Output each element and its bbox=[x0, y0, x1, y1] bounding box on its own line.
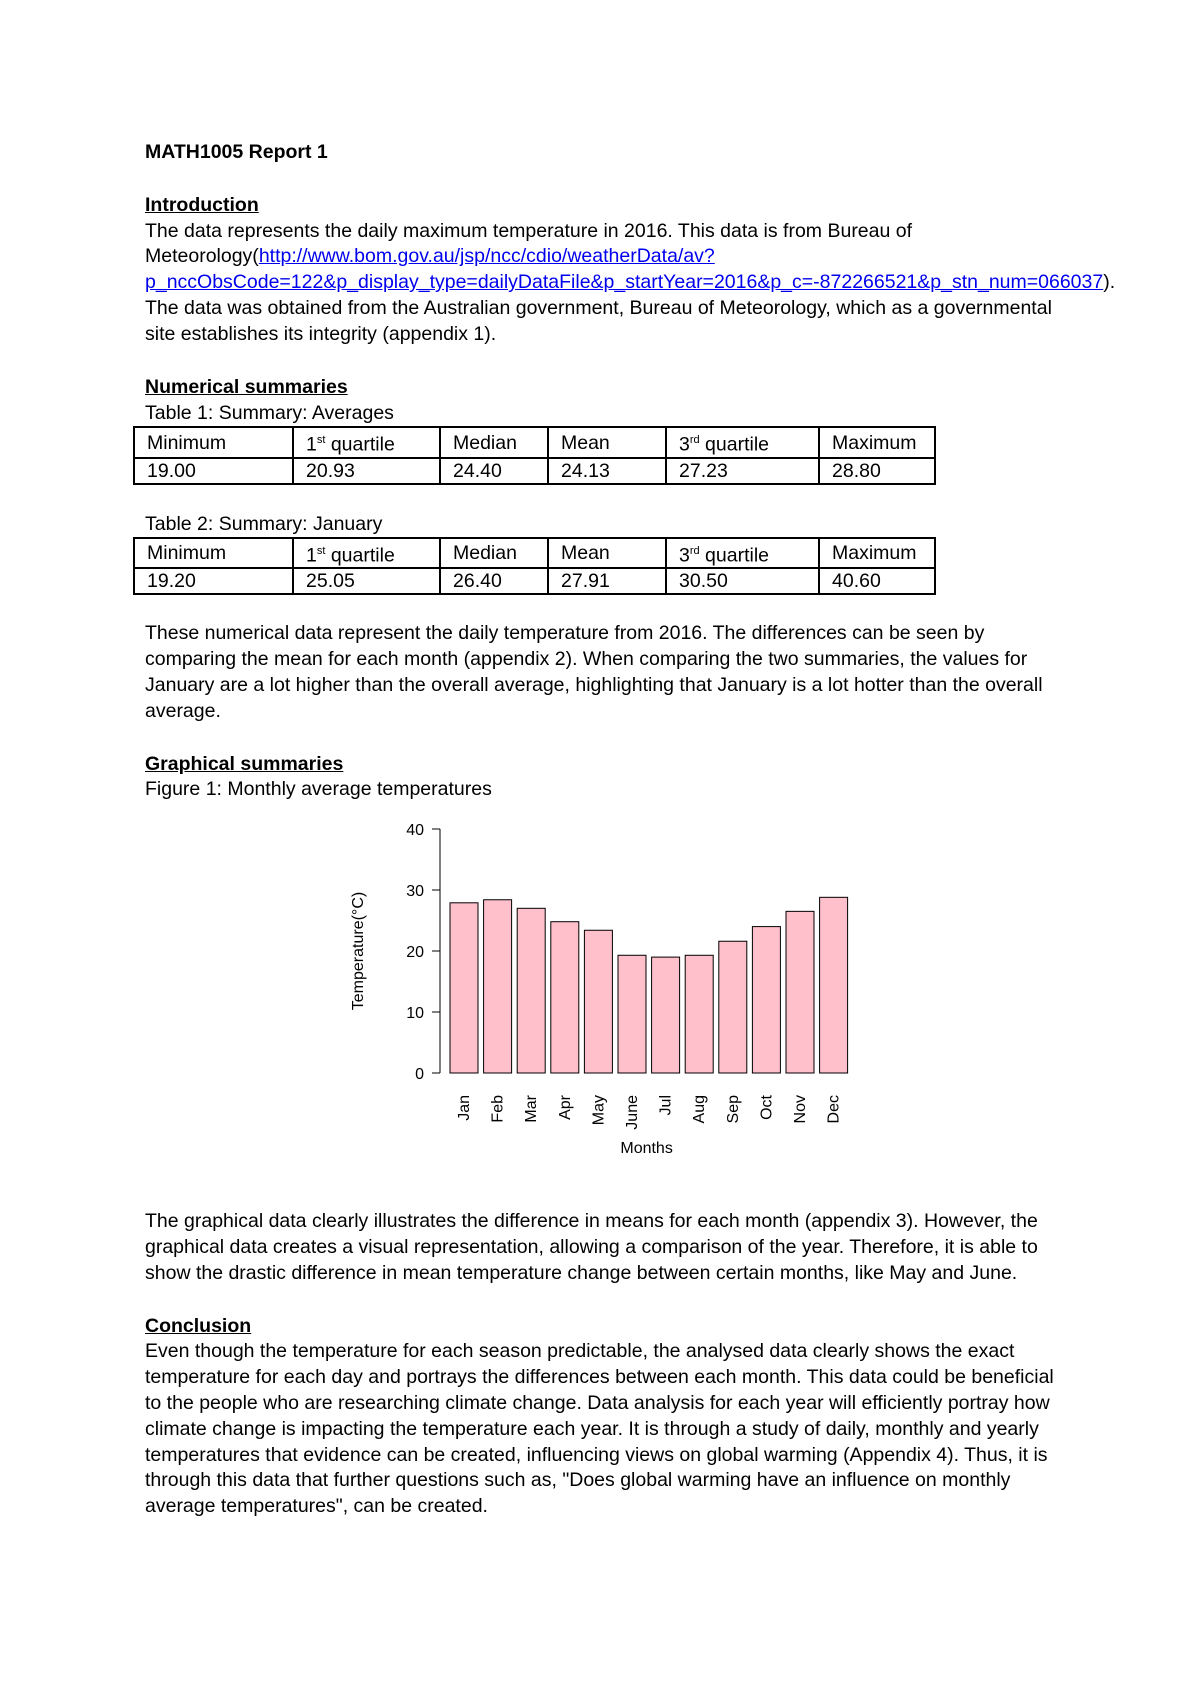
table2-caption: Table 2: Summary: January bbox=[145, 512, 383, 535]
table-header-cell: Median bbox=[440, 427, 548, 458]
table-header-cell: Mean bbox=[548, 538, 666, 569]
table-header-row bbox=[134, 427, 935, 458]
y-tick-label: 20 bbox=[406, 944, 424, 962]
bar-aug bbox=[685, 955, 713, 1073]
spacer bbox=[145, 595, 1065, 621]
figure1-chart-container bbox=[145, 813, 1065, 1203]
table-row bbox=[134, 568, 935, 594]
x-tick-label: Jul bbox=[657, 1095, 675, 1116]
bar-jul bbox=[652, 957, 680, 1073]
x-tick-label: May bbox=[590, 1095, 608, 1126]
bar-mar bbox=[517, 908, 545, 1073]
table-cell: 24.40 bbox=[440, 458, 548, 484]
x-tick-label: Apr bbox=[556, 1095, 574, 1121]
table-cell: 25.05 bbox=[293, 568, 440, 594]
table1-caption: Table 1: Summary: Averages bbox=[145, 402, 394, 425]
table-header-cell: Maximum bbox=[819, 538, 935, 569]
table-cell: 40.60 bbox=[819, 568, 935, 594]
spacer bbox=[145, 485, 1065, 511]
conclusion-heading: Conclusion bbox=[145, 1314, 252, 1337]
table-header-cell: Median bbox=[440, 538, 548, 569]
bar-sep bbox=[719, 941, 747, 1073]
x-tick-label: Dec bbox=[825, 1095, 843, 1124]
x-tick-label: Nov bbox=[792, 1095, 809, 1124]
numerical-paragraph: These numerical data represent the daily temperature from 2016. The differences can be seen by comparing the mean for each month (appendix 2). When comparing the two summaries, the values for January are a lot higher than the overall average, highlighting that January is a lot hotter than the overall average. bbox=[145, 622, 1043, 722]
document-page bbox=[145, 140, 1116, 1547]
bar-apr bbox=[551, 922, 579, 1073]
introduction-section bbox=[145, 193, 1116, 348]
numerical-summaries-heading: Numerical summaries bbox=[145, 375, 348, 398]
introduction-heading: Introduction bbox=[145, 193, 259, 216]
bar-nov bbox=[786, 912, 814, 1074]
table-header-cell: 3rd quartile bbox=[666, 538, 819, 569]
introduction-text-before: The data represents the daily maximum temperature in 2016. This data is from Bureau of Meteorology( bbox=[145, 219, 913, 268]
y-tick-label: 0 bbox=[415, 1066, 424, 1084]
table-cell: 27.91 bbox=[548, 568, 666, 594]
x-axis-label: Months bbox=[620, 1140, 673, 1158]
table2-summary-january bbox=[133, 537, 936, 596]
x-tick-label: Feb bbox=[489, 1095, 507, 1123]
table-cell: 28.80 bbox=[819, 458, 935, 484]
figure1-caption: Figure 1: Monthly average temperatures bbox=[145, 778, 492, 801]
table-cell: 27.23 bbox=[666, 458, 819, 484]
table-header-row bbox=[134, 538, 935, 569]
numerical-summaries-section bbox=[145, 375, 1065, 725]
y-tick-label: 40 bbox=[406, 822, 424, 840]
introduction-text-after: ). The data was obtained from the Australian government, Bureau of Meteorology, which as a governmental site establishes its integrity (appendix 1). bbox=[145, 271, 1116, 345]
table-row bbox=[134, 458, 935, 484]
graphical-paragraph: The graphical data clearly illustrates the difference in means for each month (appendix 3). However, the graphical data creates a visual representation, allowing a comparison of the year. Therefore, it is able to show the drastic difference in mean temperature change between certain months, like May and June. bbox=[145, 1210, 1038, 1284]
x-tick-label: Mar bbox=[523, 1095, 541, 1123]
bar-oct bbox=[752, 927, 780, 1073]
table-cell: 19.00 bbox=[134, 458, 293, 484]
introduction-paragraph bbox=[145, 219, 1116, 348]
bar-dec bbox=[820, 897, 848, 1073]
table-header-cell: Maximum bbox=[819, 427, 935, 458]
bar-june bbox=[618, 955, 646, 1073]
table-cell: 19.20 bbox=[134, 568, 293, 594]
table-cell: 24.13 bbox=[548, 458, 666, 484]
bom-data-link[interactable]: http://www.bom.gov.au/jsp/ncc/cdio/weatherData/av?p_nccObsCode=122&p_display_type=dailyDataFile&p_startYear=2016&p_c=-872266521&p_stn_num=066037 bbox=[145, 245, 1104, 294]
graphical-summaries-section bbox=[145, 752, 1065, 1287]
report-title: MATH1005 Report 1 bbox=[145, 141, 328, 163]
x-tick-label: Aug bbox=[691, 1095, 709, 1124]
y-tick-label: 10 bbox=[406, 1005, 424, 1023]
table-header-cell: Minimum bbox=[134, 427, 293, 458]
conclusion-section bbox=[145, 1314, 1065, 1520]
table-header-cell: Minimum bbox=[134, 538, 293, 569]
table-header-cell: 1st quartile bbox=[293, 427, 440, 458]
x-tick-label: Jan bbox=[456, 1095, 473, 1121]
x-tick-label: Sep bbox=[724, 1095, 742, 1124]
bar-jan bbox=[450, 903, 478, 1073]
table-cell: 26.40 bbox=[440, 568, 548, 594]
table1-summary-averages bbox=[133, 426, 936, 485]
x-tick-label: Oct bbox=[758, 1095, 776, 1121]
y-tick-label: 30 bbox=[406, 883, 424, 901]
bar-may bbox=[584, 930, 612, 1073]
bar-feb bbox=[484, 900, 512, 1073]
table-header-cell: 3rd quartile bbox=[666, 427, 819, 458]
table-cell: 30.50 bbox=[666, 568, 819, 594]
y-axis-label: Temperature(°C) bbox=[350, 891, 367, 1011]
conclusion-paragraph: Even though the temperature for each season predictable, the analysed data clearly shows the exact temperature for each day and portrays the differences between each month. This data could be beneficial to the people who are researching climate change. Data analysis for each year will efficiently portray how climate change is impacting the temperature each year. It is through a study of daily, monthly and yearly temperatures that evidence can be created, influencing views on global warming (Appendix 4). Thus, it is through this data that further questions such as, "Does global warming have an influence on monthly average temperatures", can be created. bbox=[145, 1340, 1054, 1518]
table-header-cell: 1st quartile bbox=[293, 538, 440, 569]
graphical-summaries-heading: Graphical summaries bbox=[145, 752, 344, 775]
table-header-cell: Mean bbox=[548, 427, 666, 458]
monthly-temperature-bar-chart bbox=[315, 813, 875, 1203]
table-cell: 20.93 bbox=[293, 458, 440, 484]
x-tick-label: June bbox=[624, 1095, 641, 1130]
